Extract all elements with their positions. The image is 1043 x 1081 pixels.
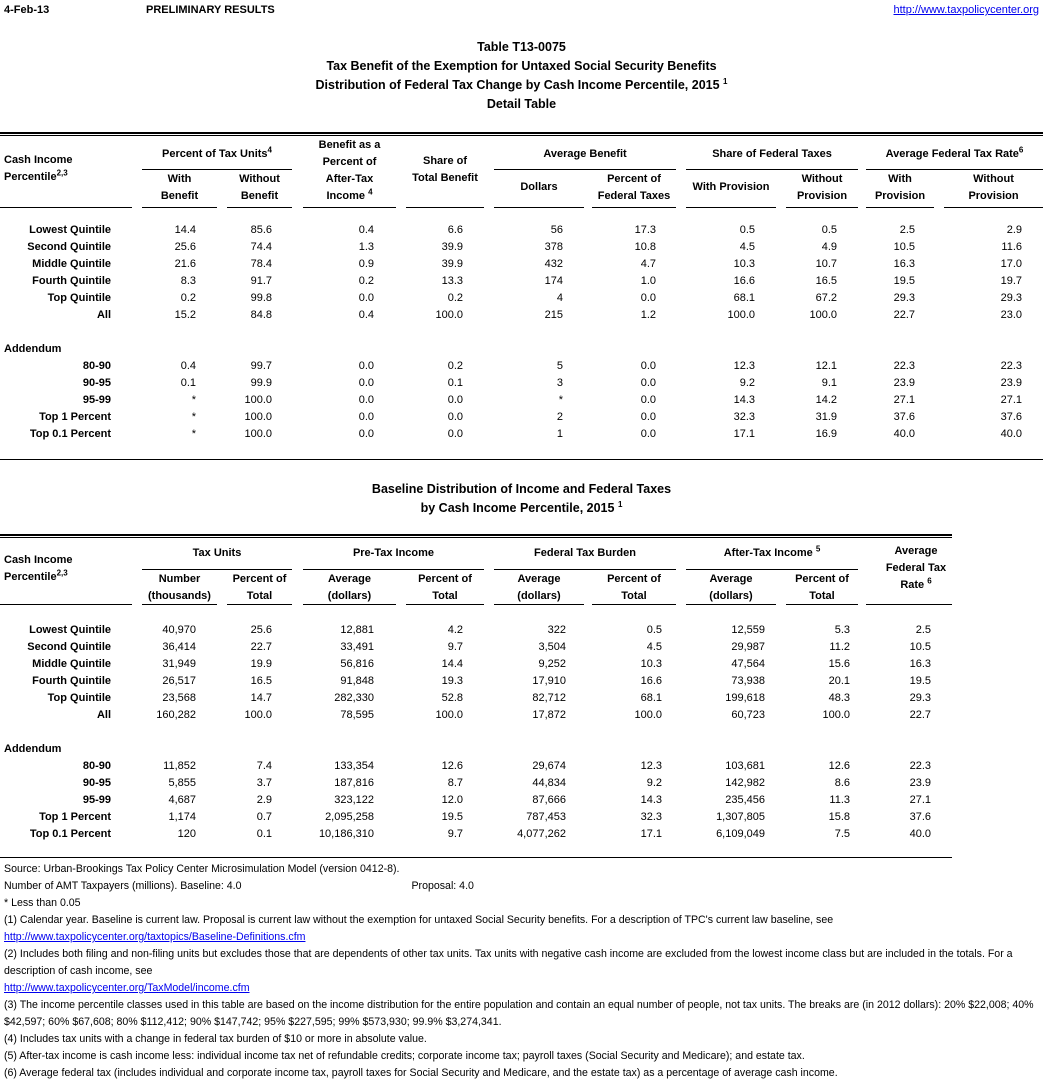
header2-aftertax: After-Tax Income $^5$: [723, 544, 821, 559]
table-cell: 56: [550, 224, 563, 236]
table-cell: 0.0: [640, 377, 656, 389]
table-cell: 40.0: [909, 828, 931, 840]
table-cell: 0.1: [256, 828, 272, 840]
table-cell: 68.1: [640, 692, 662, 704]
table-cell: 14.4: [441, 658, 463, 670]
table-cell: 40.0: [893, 428, 915, 440]
table-cell: 1.3: [358, 241, 374, 253]
table-cell: 60,723: [731, 709, 765, 721]
table-subtitle: Distribution of Federal Tax Change by Cash Income Percentile, 2015 $^1$: [315, 76, 728, 92]
row-label: All: [96, 309, 111, 321]
table-cell: 10.3: [640, 658, 662, 670]
table-cell: 22.7: [909, 709, 931, 721]
row-label: Top 1 Percent: [39, 811, 111, 823]
table-cell: 8.7: [447, 777, 463, 789]
table-cell: 14.3: [640, 794, 662, 806]
table-cell: 0.0: [447, 428, 463, 440]
table-cell: 235,456: [725, 794, 765, 806]
table-cell: 29.3: [1000, 292, 1022, 304]
table-cell: 99.7: [250, 360, 272, 372]
table-cell: 378: [544, 241, 563, 253]
table-cell: 19.5: [909, 675, 931, 687]
table-cell: 16.5: [815, 275, 837, 287]
table-cell: 52.8: [441, 692, 463, 704]
table-cell: 2: [556, 411, 563, 423]
table-cell: 15.6: [828, 658, 850, 670]
row-label: Fourth Quintile: [32, 275, 111, 287]
row-label: 95-99: [82, 794, 111, 806]
table-cell: 8.3: [180, 275, 196, 287]
table-cell: 17.3: [634, 224, 656, 236]
table-top-rule: [0, 132, 1043, 136]
row-label: Top 0.1 Percent: [29, 428, 111, 440]
table-id: Table T13-0075: [477, 40, 566, 54]
header-pct-tax-units: Percent of Tax Units$^4$: [162, 145, 272, 160]
table-cell: 23.0: [1000, 309, 1022, 321]
table-cell: 32.3: [640, 811, 662, 823]
table-cell: 22.7: [250, 641, 272, 653]
row-label: Second Quintile: [27, 641, 111, 653]
table-cell: 2.5: [899, 224, 915, 236]
table-cell: 0.4: [358, 309, 374, 321]
table-cell: 10.5: [893, 241, 915, 253]
table-cell: 0.2: [447, 292, 463, 304]
table-cell: 432: [544, 258, 563, 270]
table-cell: 10.7: [815, 258, 837, 270]
table-cell: 29,987: [731, 641, 765, 653]
table2-bottom-rule: [0, 857, 952, 858]
table-cell: 9.1: [821, 377, 837, 389]
row-label: Fourth Quintile: [32, 675, 111, 687]
footnote-4: (4) Includes tax units with a change in federal tax burden of $10 or more in absolute value.: [4, 1033, 427, 1045]
table-cell: 78,595: [340, 709, 374, 721]
table-cell: 9.7: [447, 641, 463, 653]
table-cell: *: [558, 394, 563, 406]
table-cell: 4,077,262: [517, 828, 566, 840]
table-cell: 99.9: [250, 377, 272, 389]
table-cell: 4.7: [640, 258, 656, 270]
footnote-3: (3) The income percentile classes used in this table are based on the income distribution for the entire population and contain an equal number of people, not tax units. The breaks are (in 2012 dollars): 20% $22,008; 40% $42,597; 60% $67,608; 80% $112,412; 90% $147,742; 95% $227,595; 99% $573,930; 99.9% $3,274,341.: [4, 999, 1034, 1028]
table-cell: 0.1: [180, 377, 196, 389]
header2-tax-units: Tax Units: [192, 547, 242, 559]
table-subject: Tax Benefit of the Exemption for Untaxed Social Security Benefits: [326, 59, 717, 73]
table-cell: 16.3: [909, 658, 931, 670]
table-cell: 13.3: [441, 275, 463, 287]
table-cell: 40,970: [162, 624, 196, 636]
header-pct-fed-taxes: Percent of Federal Taxes: [597, 173, 671, 202]
footnotes: [4, 861, 1040, 1081]
table-cell: 0.0: [358, 377, 374, 389]
table-cell: 84.8: [250, 309, 272, 321]
table-cell: 29,674: [532, 760, 566, 772]
table-cell: 0.2: [358, 275, 374, 287]
table-cell: 4,687: [168, 794, 196, 806]
table-cell: 9.7: [447, 828, 463, 840]
table-cell: 29.3: [893, 292, 915, 304]
table-cell: 31.9: [815, 411, 837, 423]
report-date: 4-Feb-13: [4, 4, 50, 16]
table-cell: 2.9: [1006, 224, 1022, 236]
table-cell: 17,910: [532, 675, 566, 687]
header-avg-benefit: Average Benefit: [543, 148, 627, 160]
table-cell: 282,330: [334, 692, 374, 704]
table-cell: 100.0: [809, 309, 837, 321]
row-label: Top 1 Percent: [39, 411, 111, 423]
table-cell: 20.1: [828, 675, 850, 687]
header-rate-with-provision: With Provision: [874, 173, 926, 202]
table-cell: 0.4: [180, 360, 196, 372]
table-cell: 4.9: [821, 241, 837, 253]
table-cell: 2.9: [256, 794, 272, 806]
table-cell: 32.3: [733, 411, 755, 423]
table-cell: 26,517: [162, 675, 196, 687]
table-cell: 27.1: [893, 394, 915, 406]
table-cell: 1,307,805: [716, 811, 765, 823]
table-cell: 133,354: [334, 760, 374, 772]
header-without-provision: Without Provision: [796, 173, 848, 202]
header2-units-pct: Percent of Total: [232, 573, 287, 602]
table-cell: 0.0: [447, 411, 463, 423]
table-cell: 0.0: [640, 360, 656, 372]
table-cell: 16.9: [815, 428, 837, 440]
header-dollars: Dollars: [520, 181, 558, 193]
table-cell: 21.6: [174, 258, 196, 270]
table-cell: 0.4: [358, 224, 374, 236]
table-cell: 4.5: [646, 641, 662, 653]
addendum-label: Addendum: [4, 343, 62, 355]
table-cell: 4: [556, 292, 563, 304]
table-cell: 82,712: [532, 692, 566, 704]
header-percentile: Cash Income Percentile$^{2,3}$: [4, 154, 73, 183]
table-cell: 0.0: [640, 411, 656, 423]
table-cell: 12.6: [441, 760, 463, 772]
table-cell: 12.0: [441, 794, 463, 806]
table-cell: 323,122: [334, 794, 374, 806]
row-label: Middle Quintile: [32, 658, 111, 670]
table-cell: 10.5: [909, 641, 931, 653]
header2-aftertax-pct: Percent of Total: [795, 573, 849, 602]
table-cell: 40.0: [1000, 428, 1022, 440]
table-cell: 27.1: [1000, 394, 1022, 406]
table-cell: 67.2: [815, 292, 837, 304]
table2-top-rule: [0, 534, 952, 538]
table-cell: 14.7: [250, 692, 272, 704]
row-label: Top 0.1 Percent: [29, 828, 111, 840]
table-cell: 22.3: [909, 760, 931, 772]
table-cell: 5.3: [834, 624, 850, 636]
table-cell: 37.6: [909, 811, 931, 823]
table-cell: 23.9: [893, 377, 915, 389]
table-cell: 87,666: [532, 794, 566, 806]
table-cell: 174: [544, 275, 563, 287]
table-cell: 74.4: [250, 241, 272, 253]
table-cell: 10.8: [634, 241, 656, 253]
table-cell: 0.0: [358, 394, 374, 406]
table-cell: *: [191, 411, 196, 423]
table-cell: 9.2: [739, 377, 755, 389]
table-cell: 12.3: [640, 760, 662, 772]
table-cell: 29.3: [909, 692, 931, 704]
footnote-5: (5) After-tax income is cash income less: individual income tax net of refundable credits; corporate income tax; payroll taxes (Social Security and Medicare); and estate tax.: [4, 1050, 805, 1062]
table-cell: 1.0: [640, 275, 656, 287]
table-cell: 15.8: [828, 811, 850, 823]
table-cell: 0.0: [447, 394, 463, 406]
table-cell: 3.7: [256, 777, 272, 789]
table-cell: 22.3: [1000, 360, 1022, 372]
table-cell: 0.0: [640, 292, 656, 304]
top-bar: [4, 4, 1039, 18]
table-cell: 187,816: [334, 777, 374, 789]
table-cell: 27.1: [909, 794, 931, 806]
table-cell: 2.5: [915, 624, 931, 636]
table-cell: 2,095,258: [325, 811, 374, 823]
table-cell: 0.0: [640, 428, 656, 440]
table-cell: 8.6: [834, 777, 850, 789]
table-cell: 91,848: [340, 675, 374, 687]
table-cell: 11,852: [163, 760, 196, 772]
table-cell: 73,938: [731, 675, 765, 687]
baseline-title: Baseline Distribution of Income and Federal Taxes by Cash Income Percentile, 2015 $^1$: [371, 482, 672, 515]
table-cell: 14.4: [174, 224, 196, 236]
table-cell: 0.0: [358, 292, 374, 304]
table-cell: 14.3: [733, 394, 755, 406]
table-cell: 48.3: [828, 692, 850, 704]
footnote-1: (1) Calendar year. Baseline is current law. Proposal is current law without the exemption for untaxed Social Security benefits. For a description of TPC's current law baseline, see: [4, 914, 834, 926]
table-cell: 1,174: [168, 811, 196, 823]
table-cell: 1.2: [640, 309, 656, 321]
table-cell: 19.5: [893, 275, 915, 287]
table-cell: 100.0: [634, 709, 662, 721]
table-cell: 0.2: [180, 292, 196, 304]
row-label: Top Quintile: [47, 692, 111, 704]
header2-aftertax-avg: Average (dollars): [709, 573, 753, 602]
table-cell: 10,186,310: [318, 828, 374, 840]
table-cell: 0.0: [358, 360, 374, 372]
table-cell: 25.6: [174, 241, 196, 253]
table-cell: 9,252: [538, 658, 566, 670]
header2-burden-avg: Average (dollars): [517, 573, 561, 602]
table-cell: 17.0: [1000, 258, 1022, 270]
table-cell: 16.6: [733, 275, 755, 287]
table-cell: 0.9: [358, 258, 374, 270]
row-label: 80-90: [82, 360, 111, 372]
table-cell: 5: [556, 360, 563, 372]
table-cell: 16.5: [250, 675, 272, 687]
table-cell: 22.7: [893, 309, 915, 321]
table-cell: 39.9: [441, 258, 463, 270]
footnote-2: (2) Includes both filing and non-filing units but excludes those that are dependents of other tax units. Tax units with negative cash income are excluded from the lowest income class but are included in the totals. For a description of cash income, see: [4, 948, 1013, 977]
table-cell: 11.3: [829, 794, 850, 806]
table-cell: 37.6: [1000, 411, 1022, 423]
table-cell: 17.1: [733, 428, 755, 440]
footnote-6: (6) Average federal tax (includes individual and corporate income tax, payroll taxes for Social Security and Medicare, and the estate tax) as a percentage of average cash income.: [4, 1067, 838, 1079]
row-label: 95-99: [82, 394, 111, 406]
table-cell: *: [191, 428, 196, 440]
header2-burden-pct: Percent of Total: [607, 573, 661, 602]
header-with-benefit: With Benefit: [160, 173, 199, 202]
table-type: Detail Table: [486, 97, 557, 111]
table-cell: 6,109,049: [716, 828, 765, 840]
header2-pretax-pct: Percent of Total: [418, 573, 472, 602]
table-cell: 85.6: [250, 224, 272, 236]
baseline-definitions-link[interactable]: http://www.taxpolicycenter.org/taxtopics/Baseline-Definitions.cfm: [4, 931, 306, 943]
table-cell: 78.4: [250, 258, 272, 270]
header-share-total-benefit: Share of Total Benefit: [412, 155, 478, 184]
table-cell: 37.6: [893, 411, 915, 423]
table-cell: 215: [544, 309, 563, 321]
header2-fed-burden: Federal Tax Burden: [534, 547, 636, 559]
table-title: [0, 38, 1043, 114]
table-cell: 12,559: [731, 624, 765, 636]
table-cell: 25.6: [250, 624, 272, 636]
table-cell: 0.2: [447, 360, 463, 372]
row-label: All: [96, 709, 111, 721]
table-cell: 39.9: [441, 241, 463, 253]
table-cell: 33,491: [340, 641, 374, 653]
table-cell: 3,504: [538, 641, 566, 653]
table-cell: 0.7: [256, 811, 272, 823]
table-cell: 0.1: [447, 377, 463, 389]
source-note: Source: Urban-Brookings Tax Policy Center Microsimulation Model (version 0412-8).: [4, 863, 400, 875]
header-without-benefit: Without Benefit: [239, 173, 280, 202]
table-cell: 0.5: [646, 624, 662, 636]
table-cell: 0.0: [640, 394, 656, 406]
table-cell: 12.1: [815, 360, 837, 372]
table-cell: 322: [547, 624, 566, 636]
table-cell: 100.0: [244, 394, 272, 406]
table-cell: 103,681: [725, 760, 765, 772]
table-cell: 31,949: [162, 658, 196, 670]
table-cell: 3: [556, 377, 563, 389]
table-cell: 4.2: [447, 624, 463, 636]
table-cell: 100.0: [435, 709, 463, 721]
table-cell: 68.1: [733, 292, 755, 304]
income-definition-link[interactable]: http://www.taxpolicycenter.org/TaxModel/income.cfm: [4, 982, 250, 994]
table-cell: 100.0: [822, 709, 850, 721]
table-cell: 47,564: [731, 658, 765, 670]
header2-pretax-avg: Average (dollars): [327, 573, 372, 602]
table-cell: 17.1: [640, 828, 662, 840]
header-rate-without-provision: Without Provision: [968, 173, 1019, 202]
table-cell: 100.0: [435, 309, 463, 321]
table-cell: 100.0: [244, 709, 272, 721]
header2-pretax: Pre-Tax Income: [352, 547, 435, 559]
table-cell: 9.2: [646, 777, 662, 789]
row-label: 80-90: [82, 760, 111, 772]
table-cell: 4.5: [739, 241, 755, 253]
table-cell: 19.3: [441, 675, 463, 687]
row-label: 90-95: [82, 377, 111, 389]
header2-number: Number (thousands): [148, 573, 211, 602]
table-cell: 56,816: [340, 658, 374, 670]
status-label: PRELIMINARY RESULTS: [146, 4, 275, 16]
less-than-note: * Less than 0.05: [4, 897, 81, 909]
table-cell: 100.0: [244, 428, 272, 440]
table-cell: 5,855: [168, 777, 196, 789]
table-cell: 16.6: [640, 675, 662, 687]
table-cell: 91.7: [250, 275, 272, 287]
row-label: Middle Quintile: [32, 258, 111, 270]
row-label: Lowest Quintile: [29, 624, 111, 636]
table-cell: 19.5: [441, 811, 463, 823]
table-cell: 23,568: [162, 692, 196, 704]
table-cell: 14.2: [815, 394, 837, 406]
row-label: 90-95: [82, 777, 111, 789]
table-cell: 16.3: [893, 258, 915, 270]
table-cell: 787,453: [526, 811, 566, 823]
table-cell: 11.6: [1001, 241, 1022, 253]
table-cell: 6.6: [447, 224, 463, 236]
table-cell: 17,872: [532, 709, 566, 721]
table-cell: 11.2: [829, 641, 850, 653]
table-cell: 100.0: [244, 411, 272, 423]
amt-note: Number of AMT Taxpayers (millions). Baseline: 4.0 Proposal: 4.0: [4, 880, 474, 892]
header-with-provision: With Provision: [692, 181, 770, 193]
table-cell: 0.0: [358, 428, 374, 440]
table-cell: 0.0: [358, 411, 374, 423]
table-cell: 7.5: [834, 828, 850, 840]
header-avg-fed-tax-rate: Average Federal Tax Rate$^6$: [885, 145, 1024, 160]
table-cell: 120: [177, 828, 196, 840]
table-cell: 0.5: [739, 224, 755, 236]
table-cell: 12.6: [828, 760, 850, 772]
table-cell: 10.3: [733, 258, 755, 270]
table-cell: 100.0: [727, 309, 755, 321]
header-benefit-pct-income: Benefit as a Percent of After-Tax Income $^4$: [318, 139, 381, 202]
table-cell: 7.4: [256, 760, 272, 772]
table-cell: *: [191, 394, 196, 406]
header-share-fed-taxes: Share of Federal Taxes: [712, 148, 832, 160]
table-cell: 36,414: [162, 641, 196, 653]
table-cell: 44,834: [532, 777, 566, 789]
table-cell: 12,881: [340, 624, 374, 636]
table-cell: 22.3: [893, 360, 915, 372]
table-cell: 199,618: [725, 692, 765, 704]
table-cell: 19.9: [250, 658, 272, 670]
table-cell: 15.2: [174, 309, 196, 321]
header2-avg-rate: Average Federal Tax Rate $^6$: [885, 545, 947, 591]
row-label: Top Quintile: [47, 292, 111, 304]
addendum2-label: Addendum: [4, 743, 62, 755]
table-cell: 12.3: [733, 360, 755, 372]
tpc-link[interactable]: http://www.taxpolicycenter.org: [893, 4, 1039, 16]
table-cell: 99.8: [250, 292, 272, 304]
header2-percentile: Cash Income Percentile$^{2,3}$: [4, 554, 73, 583]
table-bottom-rule: [0, 459, 1043, 460]
table-cell: 1: [556, 428, 563, 440]
table-cell: 23.9: [1000, 377, 1022, 389]
table-cell: 23.9: [909, 777, 931, 789]
table-cell: 142,982: [725, 777, 765, 789]
row-label: Lowest Quintile: [29, 224, 111, 236]
table-cell: 160,282: [156, 709, 196, 721]
row-label: Second Quintile: [27, 241, 111, 253]
table-cell: 0.5: [821, 224, 837, 236]
table-cell: 19.7: [1000, 275, 1022, 287]
